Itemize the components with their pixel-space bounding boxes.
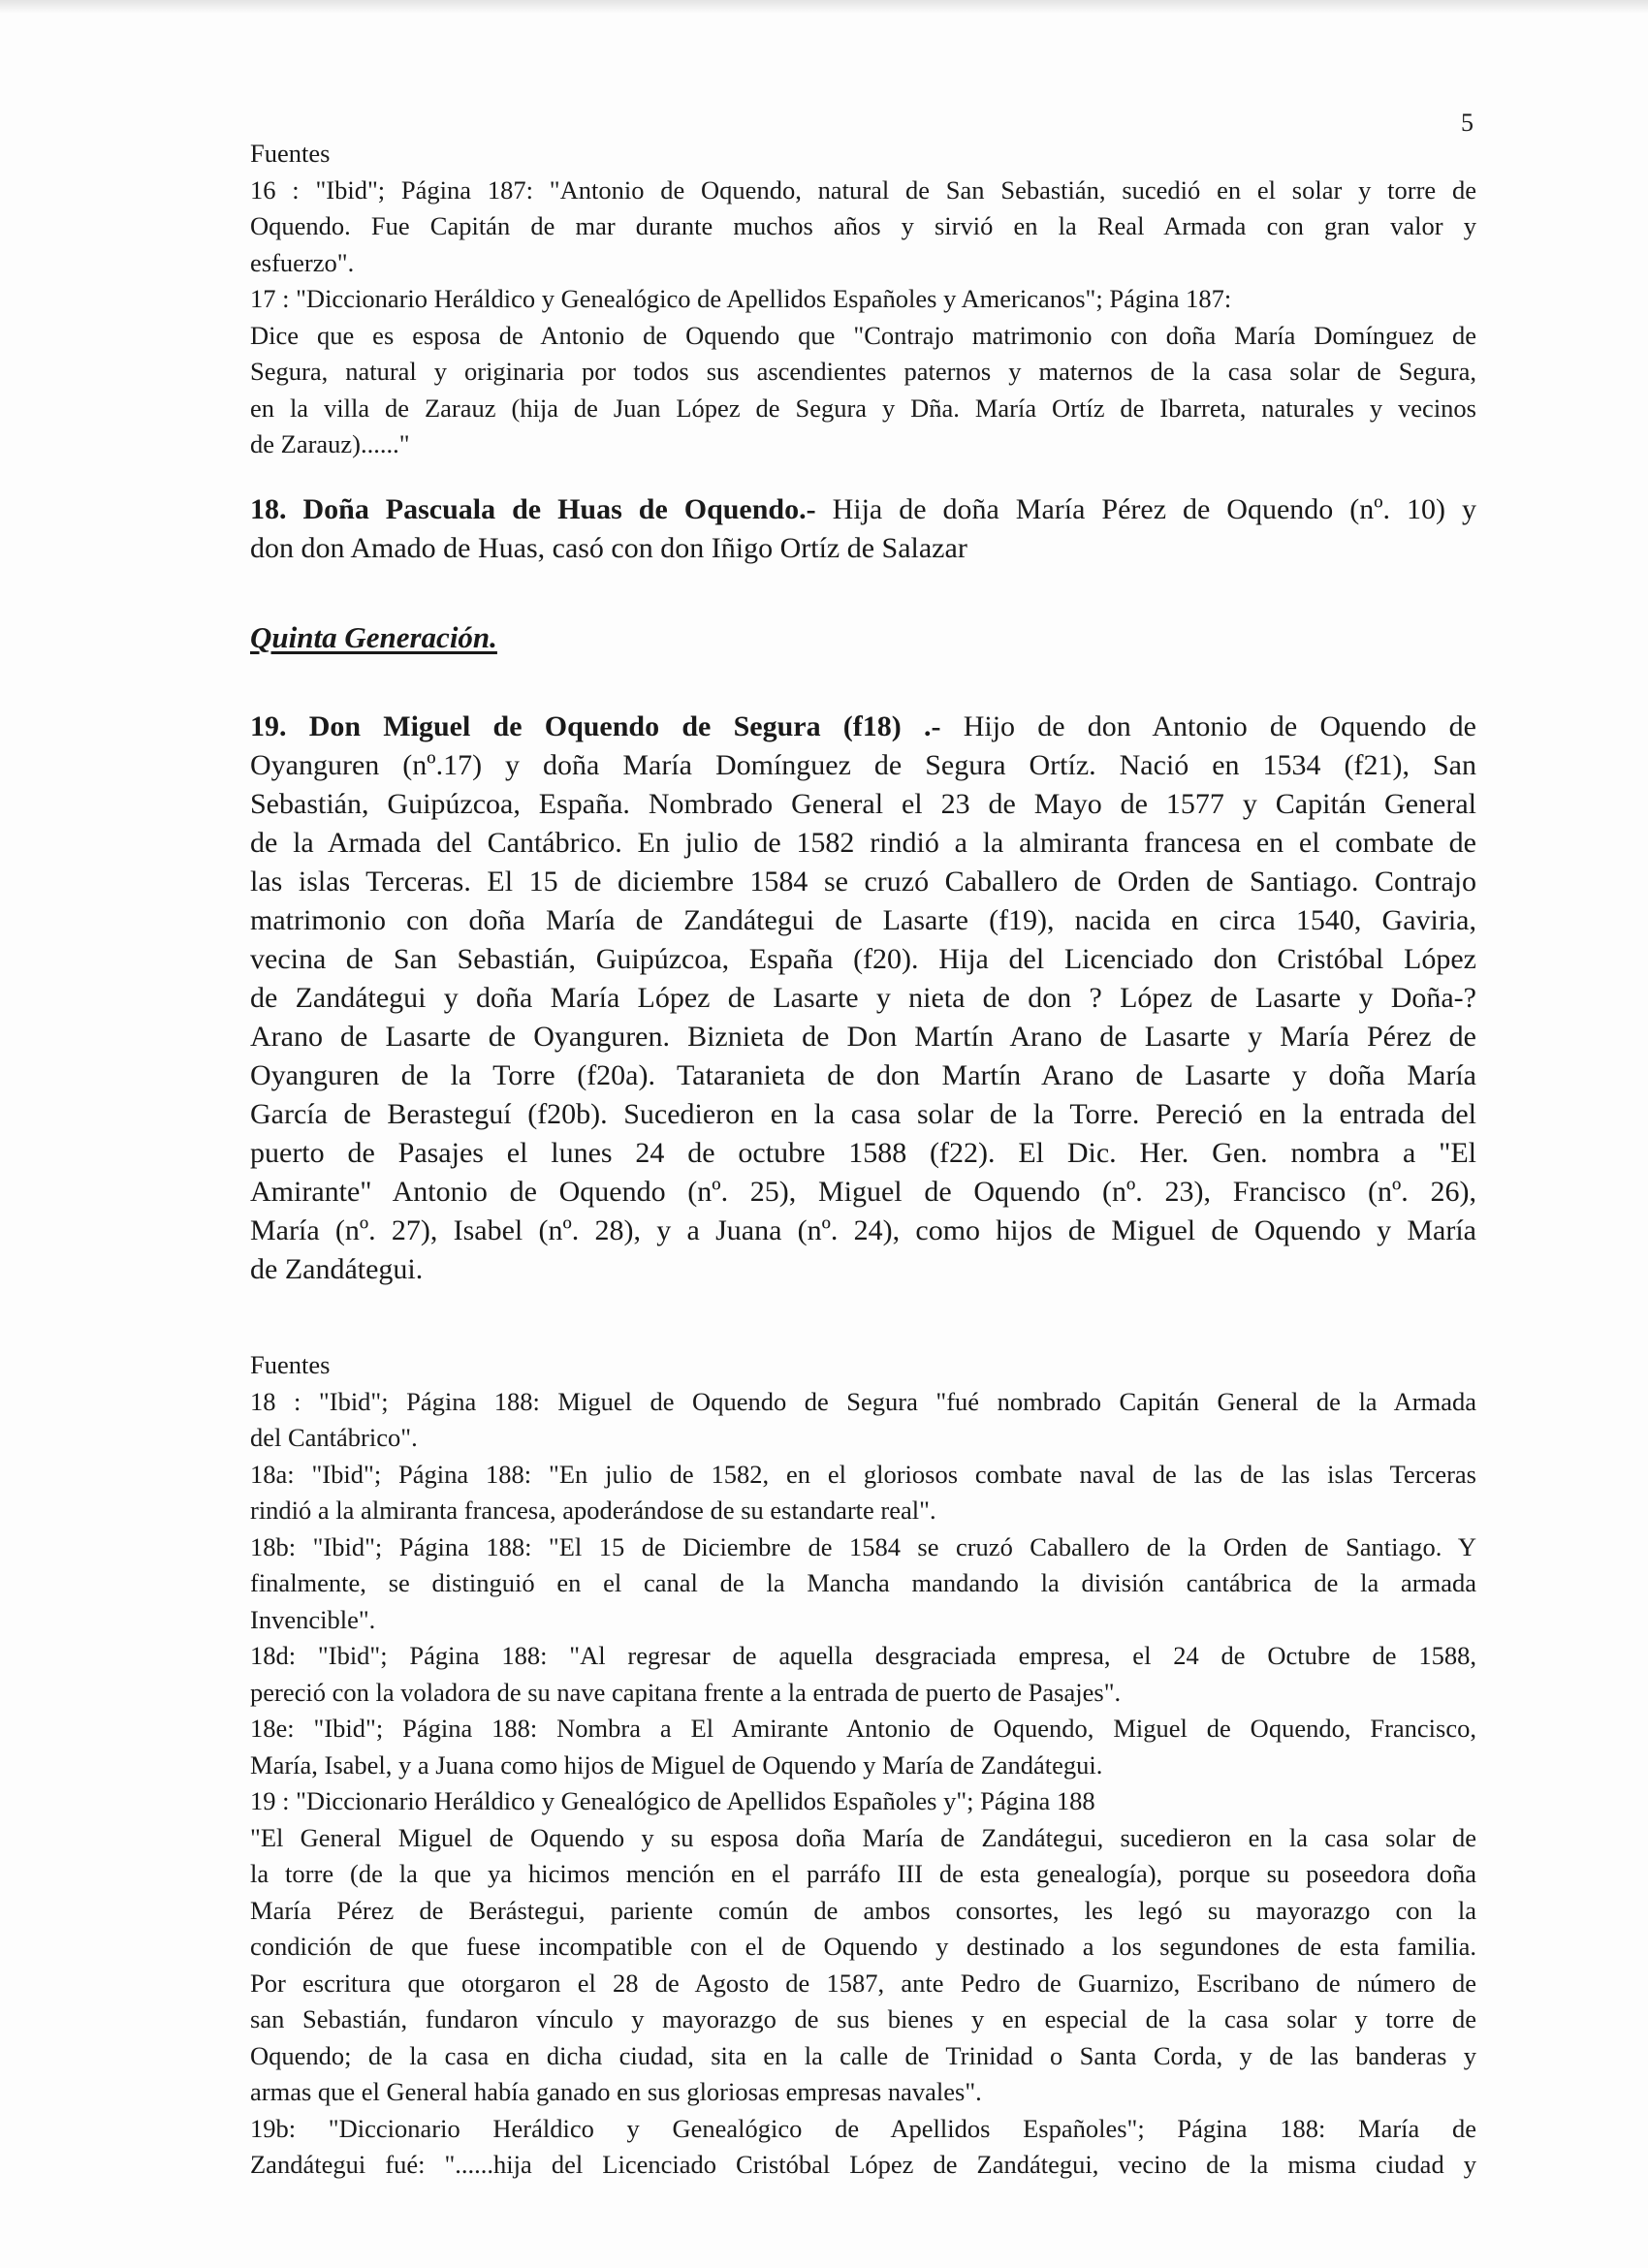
source-line: de Zarauz)......" [250,429,410,458]
source-line: 18 : "Ibid"; Página 188: Miguel de Oquendo de Segura "fué nombrado Capitán General de la Armada [250,1386,1476,1416]
sources-block-1 [250,136,1476,463]
entry-19-line: vecina de San Sebastián, Guipúzcoa, España (f20). Hija del Licenciado don Cristóbal López [250,943,1476,975]
entry-19 [250,708,1476,1289]
source-line: armas que el General había ganado en sus gloriosas empresas navales". [250,2077,982,2106]
source-line: finalmente, se distinguió en el canal de la Mancha mandando la división cantábrica de la armada [250,1568,1476,1597]
generation-heading: Quinta Generación. [250,620,497,654]
source-line: 17 : "Diccionario Heráldico y Genealógico de Apellidos Españoles y Americanos"; Página 187: [250,284,1232,313]
sources-block-2 [250,1347,1476,2184]
source-line: 18a: "Ibid"; Página 188: "En julio de 1582, en el gloriosos combate naval de las de las islas Terceras [250,1459,1476,1489]
entry-19-line: matrimonio con doña María de Zandátegui de Lasarte (f19), nacida en circa 1540, Gaviria, [250,904,1476,936]
source-line: 18e: "Ibid"; Página 188: Nombra a El Amirante Antonio de Oquendo, Miguel de Oquendo, Francisco, [250,1714,1476,1743]
source-line: Oquendo. Fue Capitán de mar durante muchos años y sirvió en la Real Armada con gran valor y [250,211,1476,240]
source-line: condición de que fuese incompatible con el de Oquendo y destinado a los segundones de esta familia. [250,1932,1476,1961]
source-line: Invencible". [250,1604,376,1634]
entry-19-line: Sebastián, Guipúzcoa, España. Nombrado General el 23 de Mayo de 1577 y Capitán General [250,788,1476,820]
entry-19-text: Hijo de don Antonio de Oquendo de [940,710,1476,742]
scan-edge [0,0,1648,14]
entry-19-line: Oyanguren de la Torre (f20a). Tataranieta de don Martín Arano de Lasarte y doña María [250,1059,1476,1091]
entry-19-line: puerto de Pasajes el lunes 24 de octubre 1588 (f22). El Dic. Her. Gen. nombra a "El [250,1137,1476,1169]
source-line: 19 : "Diccionario Heráldico y Genealógico de Apellidos Españoles y"; Página 188 [250,1786,1095,1815]
entry-19-line: las islas Terceras. El 15 de diciembre 1584 se cruzó Caballero de Orden de Santiago. Contrajo [250,866,1476,898]
source-line: esfuerzo". [250,247,355,277]
source-line: 16 : "Ibid"; Página 187: "Antonio de Oquendo, natural de San Sebastián, sucedió en el solar y torre de [250,174,1476,205]
sources-label: Fuentes [250,139,331,168]
entry-18-text: don don Amado de Huas, casó con don Iñigo Ortíz de Salazar [250,532,967,564]
source-line: Oquendo; de la casa en dicha ciudad, sita en la calle de Trinidad o Santa Corda, y de las banderas y [250,2040,1476,2070]
entry-19-line: de Zandátegui y doña María López de Lasarte y nieta de don ? López de Lasarte y Doña-? [250,982,1476,1014]
entry-19-line: de la Armada del Cantábrico. En julio de 1582 rindió a la almiranta francesa en el combate de [250,827,1476,859]
entry-19-line: Amirante" Antonio de Oquendo (nº. 25), Miguel de Oquendo (nº. 23), Francisco (nº. 26), [250,1176,1476,1208]
source-line: san Sebastián, fundaron vínculo y mayorazgo de sus bienes y en especial de la casa solar y torre de [250,2004,1476,2033]
source-line: María, Isabel, y a Juana como hijos de Miguel de Oquendo y María de Zandátegui. [250,1749,1103,1780]
source-line: Zandátegui fué: "......hija del Licenciado Cristóbal López de Zandátegui, vecino de la misma ciudad y [250,2150,1476,2179]
source-line: pereció con la voladora de su nave capitana frente a la entrada de puerto de Pasajes". [250,1677,1122,1707]
entry-19-line: Oyanguren (nº.17) y doña María Domínguez de Segura Ortíz. Nació en 1534 (f21), San [250,749,1476,781]
entry-18 [250,490,1476,568]
entry-18-text: Hija de doña María Pérez de Oquendo (nº. 10) y [815,493,1476,525]
sources-label: Fuentes [250,1350,331,1379]
entry-19-line: García de Berasteguí (f20b). Sucedieron en la casa solar de la Torre. Pereció en la entrada del [250,1098,1476,1130]
source-line: Por escritura que otorgaron el 28 de Agosto de 1587, ante Pedro de Guarnizo, Escribano de número de [250,1968,1476,1998]
source-line: del Cantábrico". [250,1423,418,1452]
source-line: 19b: "Diccionario Heráldico y Genealógico de Apellidos Españoles"; Página 188: María de [250,2113,1476,2143]
source-line: rindió a la almiranta francesa, apoderándose de su estandarte real". [250,1496,936,1525]
source-line: "El General Miguel de Oquendo y su esposa doña María de Zandátegui, sucedieron en la casa solar de [250,1822,1476,1852]
source-line: María Pérez de Berástegui, pariente común de ambos consortes, les legó su mayorazgo con la [250,1895,1476,1925]
page-number: 5 [1461,109,1474,137]
source-line: Segura, natural y originaria por todos sus ascendientes paternos y maternos de la casa solar de Segura, [250,357,1476,386]
entry-19-heading: 19. Don Miguel de Oquendo de Segura (f18) .- [250,710,941,742]
entry-19-line: María (nº. 27), Isabel (nº. 28), y a Juana (nº. 24), como hijos de Miguel de Oquendo y María [250,1214,1476,1246]
entry-19-line: de Zandátegui. [250,1253,424,1285]
source-line: en la villa de Zarauz (hija de Juan López de Segura y Dña. María Ortíz de Ibarreta, naturales y vecinos [250,393,1476,423]
source-line: 18d: "Ibid"; Página 188: "Al regresar de aquella desgraciada empresa, el 24 de Octubre de 1588, [250,1641,1476,1670]
entry-18-heading: 18. Doña Pascuala de Huas de Oquendo.- [250,493,816,525]
entry-19-line: Arano de Lasarte de Oyanguren. Biznieta de Don Martín Arano de Lasarte y María Pérez de [250,1021,1476,1053]
source-line: 18b: "Ibid"; Página 188: "El 15 de Diciembre de 1584 se cruzó Caballero de la Orden de Santiago. Y [250,1531,1476,1561]
source-line: la torre (de la que ya hicimos mención en el parráfo III de esta genealogía), porque su poseedora doña [250,1859,1476,1888]
source-line: Dice que es esposa de Antonio de Oquendo que "Contrajo matrimonio con doña María Domínguez de [250,320,1476,350]
